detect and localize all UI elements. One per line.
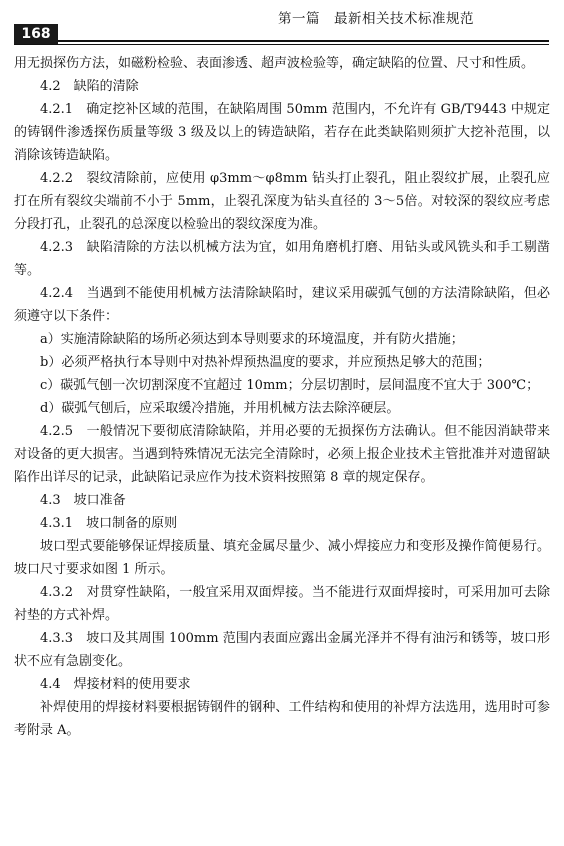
paragraph: 4.3.2 对贯穿性缺陷，一般宜采用双面焊接。当不能进行双面焊接时，可采用加可去除衬垫的方式补焊。 xyxy=(14,585,550,623)
page-header xyxy=(0,0,564,48)
paragraph: 4.2.1 确定挖补区域的范围，在缺陷周围 50mm 范围内，不允许有 GB/T9443 中规定的铸钢件渗透探伤质量等级 3 级及以上的铸造缺陷，若存在此类缺陷则须扩大挖补范围，以消除该铸造缺陷。 xyxy=(14,102,550,163)
paragraph: 坡口型式要能够保证焊接质量、填充金属尽量少、减小焊接应力和变形及操作简便易行。坡口尺寸要求如图 1 所示。 xyxy=(14,539,550,577)
list-item: a）实施清除缺陷的场所必须达到本导则要求的环境温度，并有防火措施； xyxy=(40,332,464,347)
paragraph: 4.3.3 坡口及其周围 100mm 范围内表面应露出金属光泽并不得有油污和锈等，坡口形状不应有急剧变化。 xyxy=(14,631,550,669)
paragraph: 4.2.3 缺陷清除的方法以机械方法为宜，如用角磨机打磨、用钻头或风铣头和手工剔凿等。 xyxy=(14,240,550,278)
paragraph: 4.2.5 一般情况下要彻底清除缺陷，并用必要的无损探伤方法确认。但不能因消缺带来对设备的更大损害。当遇到特殊情况无法完全清除时，必须上报企业技术主管批准并对遗留缺陷作出详尽的记录，此缺陷记录应作为技术资料按照第 8 章的规定保存。 xyxy=(14,424,550,485)
running-header-title: 第一篇 最新相关技术标准规范 xyxy=(278,11,474,27)
paragraph: 用无损探伤方法，如磁粉检验、表面渗透、超声波检验等，确定缺陷的位置、尺寸和性质。 xyxy=(14,56,535,71)
paragraph: 补焊使用的焊接材料要根据铸钢件的钢种、工件结构和使用的补焊方法选用，选用时可参考附录 A。 xyxy=(14,700,550,738)
paragraph: 4.2.2 裂纹清除前，应使用 φ3mm～φ8mm 钻头打止裂孔，阻止裂纹扩展，止裂孔应打在所有裂纹尖端前不小于 5mm，止裂孔深度为钻头直径的 3～5倍。对较深的裂纹应考虑分段打孔，止裂孔的总深度以检验出的裂纹深度为准。 xyxy=(14,171,550,232)
list-item: c）碳弧气刨一次切割深度不宜超过 10mm；分层切割时，层间温度不宜大于 300℃； xyxy=(40,378,540,393)
subsection-heading: 4.3.1 坡口制备的原则 xyxy=(40,516,178,531)
paragraph: 4.2.4 当遇到不能使用机械方法清除缺陷时，建议采用碳弧气刨的方法清除缺陷，但必须遵守以下条件： xyxy=(14,286,550,324)
list-item: d）碳弧气刨后，应采取缓冷措施，并用机械方法去除淬硬层。 xyxy=(40,401,400,416)
body-text xyxy=(14,52,550,742)
section-heading: 4.4 焊接材料的使用要求 xyxy=(40,677,191,692)
header-rule-thin xyxy=(14,44,549,45)
list-item: b）必须严格执行本导则中对热补焊预热温度的要求，并应预热足够大的范围； xyxy=(40,355,491,370)
page-number-badge: 168 xyxy=(14,24,58,44)
header-rule-thick xyxy=(14,40,549,42)
section-heading: 4.3 坡口准备 xyxy=(40,493,126,508)
section-heading: 4.2 缺陷的清除 xyxy=(40,79,139,94)
